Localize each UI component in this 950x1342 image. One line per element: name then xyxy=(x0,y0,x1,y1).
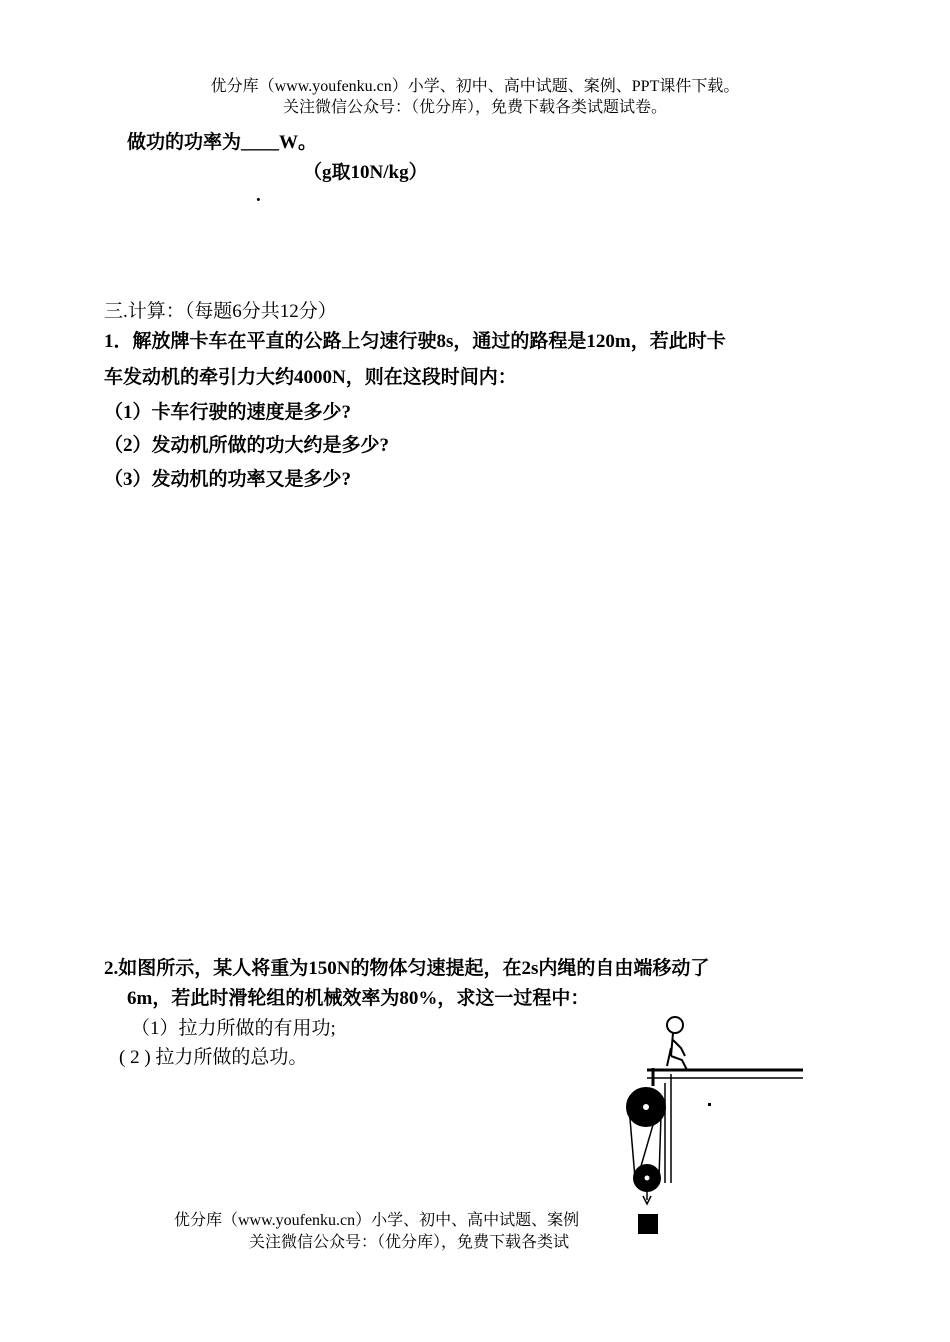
q2-line-1: 2.如图所示，某人将重为150N的物体匀速提起，在2s内绳的自由端移动了 xyxy=(104,958,710,979)
load-block xyxy=(638,1214,658,1234)
q1-sub-3: （3）发动机的功率又是多少? xyxy=(104,469,352,490)
power-blank-line: 做功的功率为____W。 xyxy=(127,132,318,153)
section-title: 三.计算：（每题6分共12分） xyxy=(104,301,337,322)
q1-sub-2: （2）发动机所做的功大约是多少? xyxy=(104,435,390,456)
q2-sub-2: ( 2 ) 拉力所做的总功。 xyxy=(119,1047,308,1068)
q1-line-1: 1．解放牌卡车在平直的公路上匀速行驶8s，通过的路程是120m，若此时卡 xyxy=(104,331,726,352)
footer-line-1: 优分库（www.youfenku.cn）小学、初中、高中试题、案例 xyxy=(174,1212,580,1229)
q2-line-2: 6m，若此时滑轮组的机械效率为80%，求这一过程中： xyxy=(127,988,590,1009)
header-line-1: 优分库（www.youfenku.cn）小学、初中、高中试题、案例、PPT课件下载。 xyxy=(210,78,740,95)
header-line-2: 关注微信公众号：（优分库），免费下载各类试题试卷。 xyxy=(282,99,667,116)
pulley-figure xyxy=(615,1008,815,1253)
stray-dot: . xyxy=(256,185,261,206)
person-head-icon xyxy=(667,1017,683,1033)
q1-line-2: 车发动机的牵引力大约4000N，则在这段时间内： xyxy=(104,367,517,388)
q2-sub-1: （1）拉力所做的有用功; xyxy=(131,1018,336,1039)
footer-line-2: 关注微信公众号：（优分库），免费下载各类试 xyxy=(249,1234,570,1251)
gravity-note: （g取10N/kg） xyxy=(303,162,428,183)
q1-sub-1: （1）卡车行驶的速度是多少? xyxy=(104,402,352,423)
person-body-icon xyxy=(667,1033,687,1070)
